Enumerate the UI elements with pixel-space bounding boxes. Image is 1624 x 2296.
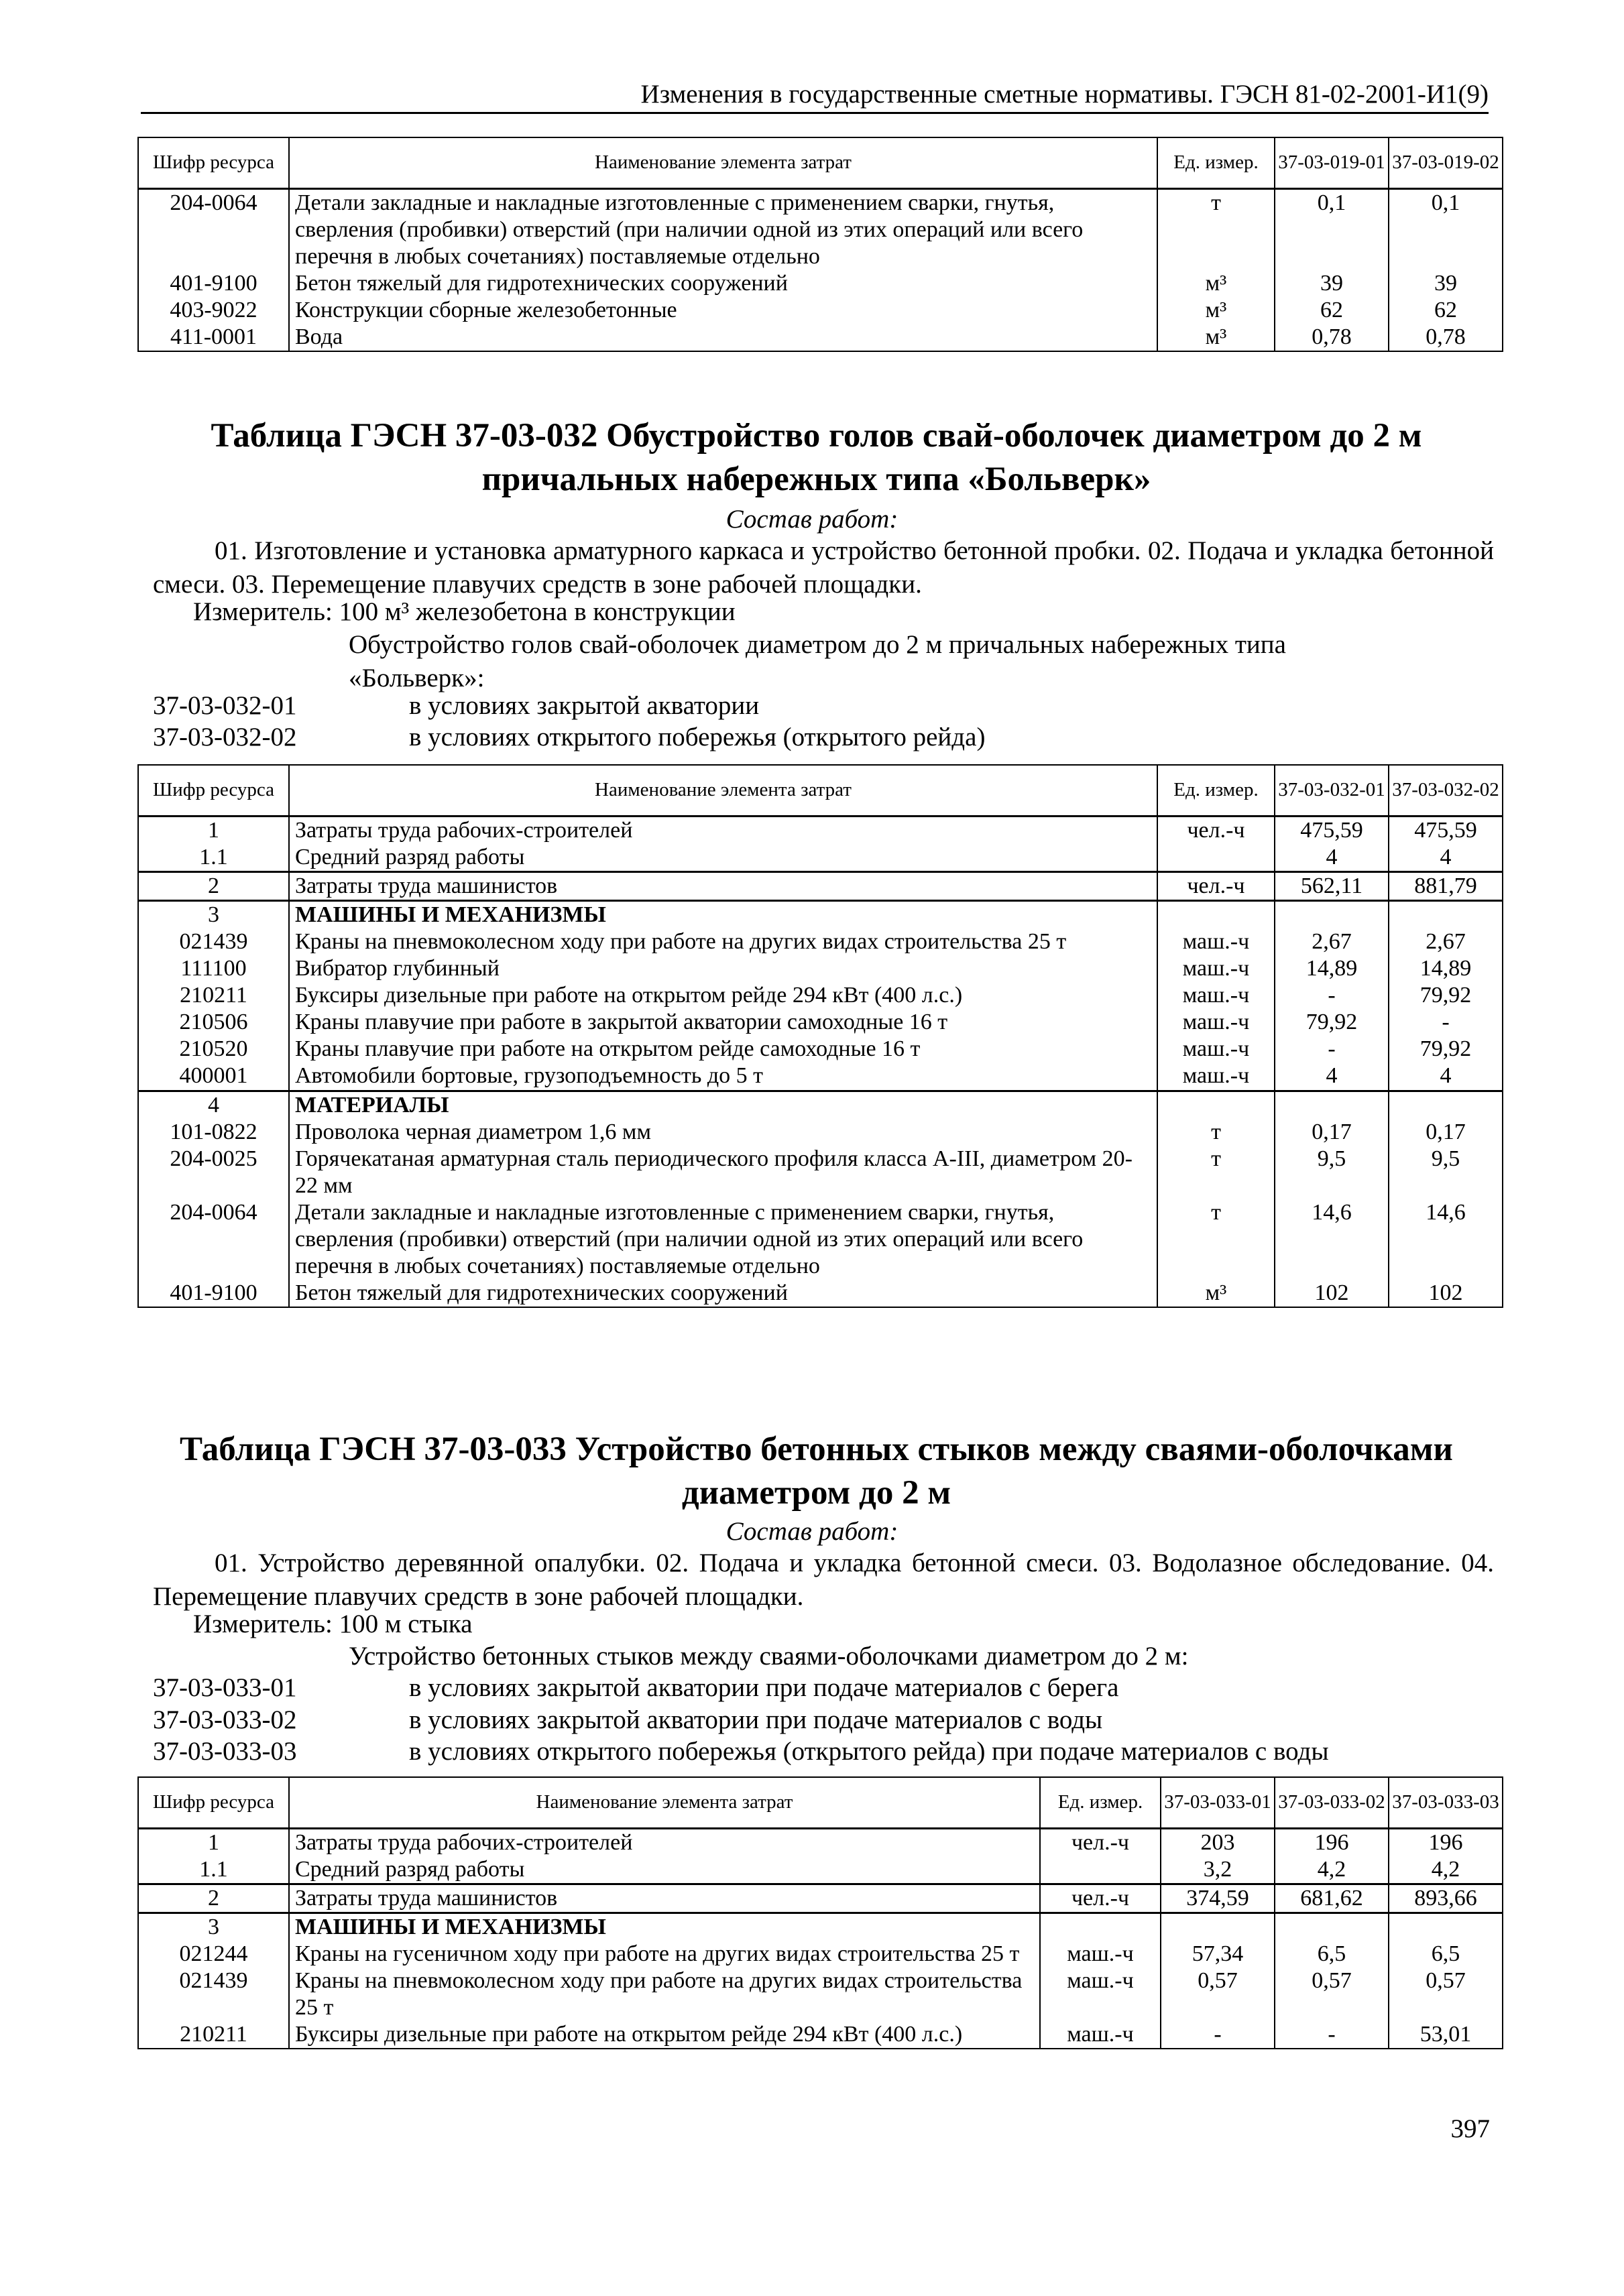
table-row: 401-9100 Бетон тяжелый для гидротехнических сооружений м³ 39 39 bbox=[138, 270, 1503, 297]
variants-intro: Обустройство голов свай-оболочек диаметром до 2 м причальных набережных типа «Больверк»: bbox=[349, 630, 1286, 692]
col-header-unit: Ед. измер. bbox=[1157, 765, 1275, 816]
table-row: 1.1 Средний разряд работы 4 4 bbox=[138, 844, 1503, 872]
table-row: 1.1 Средний разряд работы 3,2 4,2 4,2 bbox=[138, 1856, 1503, 1884]
table-37-03-033 bbox=[137, 1776, 1503, 2049]
variant-code: 37-03-032-01 bbox=[153, 691, 297, 720]
table-row: 204-0025 Горячекатаная арматурная сталь периодического профиля класса А-III, диаметром 20-22 мм т 9,5 9,5 bbox=[138, 1146, 1503, 1199]
composition-text: 01. Изготовление и установка арматурного каркаса и устройство бетонной пробки. 02. Подача и укладка бетонной смеси. 03. Перемещение плавучих средств в зоне рабочей площадки. bbox=[153, 536, 1494, 599]
composition-label: Состав работ: bbox=[726, 1517, 898, 1546]
col-header-variant: 37-03-032-02 bbox=[1389, 765, 1503, 816]
table-row: 204-0064 Детали закладные и накладные изготовленные с применением сварки, гнутья, сверления (пробивки) отверстий (при наличии одной из этих операций или всего перечня в любых сочетаниях) поставляемые отдельно т 0,1 0,1 bbox=[138, 188, 1503, 270]
table-row: 204-0064 Детали закладные и накладные изготовленные с применением сварки, гнутья, сверления (пробивки) отверстий (при наличии одной из этих операций или всего перечня в любых сочетаниях) поставляемые отдельно т 14,6 14,6 bbox=[138, 1199, 1503, 1280]
variant-code: 37-03-033-02 bbox=[153, 1705, 297, 1734]
composition-text: 01. Устройство деревянной опалубки. 02. Подача и укладка бетонной смеси. 03. Водолазное обследование. 04. Перемещение плавучих средств в зоне рабочей площадки. bbox=[153, 1549, 1494, 1611]
page-number: 397 bbox=[1450, 2114, 1490, 2143]
variant-text: в условиях открытого побережья (открытого рейда) bbox=[409, 723, 986, 751]
table-row: 3 МАШИНЫ И МЕХАНИЗМЫ bbox=[138, 900, 1503, 928]
table-row: 403-9022 Конструкции сборные железобетонные м³ 62 62 bbox=[138, 297, 1503, 324]
table-row: 021244 Краны на гусеничном ходу при работе на других видах строительства 25 т маш.-ч 57,34 6,5 6,5 bbox=[138, 1941, 1503, 1968]
table-title-37-03-032: Таблица ГЭСН 37-03-032 Обустройство голов свай-оболочек диаметром до 2 м причальных набережных типа «Больверк» bbox=[211, 417, 1422, 498]
col-header-name: Наименование элемента затрат bbox=[289, 137, 1157, 188]
header-rule bbox=[141, 112, 1489, 114]
col-header-variant: 37-03-032-01 bbox=[1275, 765, 1389, 816]
running-header bbox=[141, 72, 1489, 114]
table-row: 111100 Вибратор глубинный маш.-ч 14,89 14,89 bbox=[138, 955, 1503, 982]
table-row: 411-0001 Вода м³ 0,78 0,78 bbox=[138, 324, 1503, 351]
col-header-variant: 37-03-019-01 bbox=[1275, 137, 1389, 188]
running-title: Изменения в государственные сметные нормативы. ГЭСН 81-02-2001-И1(9) bbox=[640, 80, 1489, 109]
measure-line: Измеритель: 100 м³ железобетона в конструкции bbox=[193, 597, 736, 626]
table-row: 401-9100 Бетон тяжелый для гидротехнических сооружений м³ 102 102 bbox=[138, 1280, 1503, 1307]
measure-line: Измеритель: 100 м стыка bbox=[193, 1610, 473, 1638]
variant-text: в условиях открытого побережья (открытого рейда) при подаче материалов с воды bbox=[409, 1737, 1329, 1766]
col-header-code: Шифр ресурса bbox=[138, 1777, 289, 1828]
col-header-unit: Ед. измер. bbox=[1157, 137, 1275, 188]
table-row: 021439 Краны на пневмоколесном ходу при работе на других видах строительства 25 т маш.-ч 2,67 2,67 bbox=[138, 928, 1503, 955]
table-row: 1 Затраты труда рабочих-строителей чел.-ч 475,59 475,59 bbox=[138, 816, 1503, 844]
variant-code: 37-03-032-02 bbox=[153, 723, 297, 751]
variant-text: в условиях закрытой акватории при подаче материалов с берега bbox=[409, 1673, 1119, 1702]
table-row: 4 МАТЕРИАЛЫ bbox=[138, 1091, 1503, 1119]
table-37-03-032 bbox=[137, 764, 1503, 1308]
col-header-name: Наименование элемента затрат bbox=[289, 1777, 1040, 1828]
col-header-unit: Ед. измер. bbox=[1040, 1777, 1161, 1828]
table-row: 210520 Краны плавучие при работе на открытом рейде самоходные 16 т маш.-ч - 79,92 bbox=[138, 1036, 1503, 1063]
col-header-variant: 37-03-033-02 bbox=[1275, 1777, 1389, 1828]
variant-code: 37-03-033-01 bbox=[153, 1673, 297, 1702]
composition-label: Состав работ: bbox=[726, 505, 898, 534]
table-row: 210506 Краны плавучие при работе в закрытой акватории самоходные 16 т маш.-ч 79,92 - bbox=[138, 1009, 1503, 1036]
table-row: 2 Затраты труда машинистов чел.-ч 562,11 881,79 bbox=[138, 871, 1503, 900]
col-header-variant: 37-03-019-02 bbox=[1389, 137, 1503, 188]
col-header-name: Наименование элемента затрат bbox=[289, 765, 1157, 816]
col-header-code: Шифр ресурса bbox=[138, 137, 289, 188]
table-row: 2 Затраты труда машинистов чел.-ч 374,59 681,62 893,66 bbox=[138, 1884, 1503, 1913]
table-row: 210211 Буксиры дизельные при работе на открытом рейде 294 кВт (400 л.с.) маш.-ч - - 53,01 bbox=[138, 2021, 1503, 2049]
table-row: 400001 Автомобили бортовые, грузоподъемность до 5 т маш.-ч 4 4 bbox=[138, 1063, 1503, 1091]
table-title-37-03-033: Таблица ГЭСН 37-03-033 Устройство бетонных стыков между сваями-оболочками диаметром до 2 м bbox=[180, 1431, 1453, 1512]
variants-intro: Устройство бетонных стыков между сваями-оболочками диаметром до 2 м: bbox=[349, 1642, 1189, 1671]
table-row: 3 МАШИНЫ И МЕХАНИЗМЫ bbox=[138, 1913, 1503, 1941]
table-row: 210211 Буксиры дизельные при работе на открытом рейде 294 кВт (400 л.с.) маш.-ч - 79,92 bbox=[138, 982, 1503, 1009]
col-header-variant: 37-03-033-03 bbox=[1389, 1777, 1503, 1828]
table-row: 1 Затраты труда рабочих-строителей чел.-ч 203 196 196 bbox=[138, 1828, 1503, 1856]
table-37-03-019-continuation bbox=[137, 137, 1503, 352]
col-header-code: Шифр ресурса bbox=[138, 765, 289, 816]
col-header-variant: 37-03-033-01 bbox=[1161, 1777, 1275, 1828]
variant-code: 37-03-033-03 bbox=[153, 1737, 297, 1766]
variant-text: в условиях закрытой акватории bbox=[409, 691, 760, 720]
variant-text: в условиях закрытой акватории при подаче материалов с воды bbox=[409, 1705, 1103, 1734]
table-row: 101-0822 Проволока черная диаметром 1,6 мм т 0,17 0,17 bbox=[138, 1119, 1503, 1146]
table-row: 021439 Краны на пневмоколесном ходу при работе на других видах строительства 25 т маш.-ч 0,57 0,57 0,57 bbox=[138, 1968, 1503, 2021]
